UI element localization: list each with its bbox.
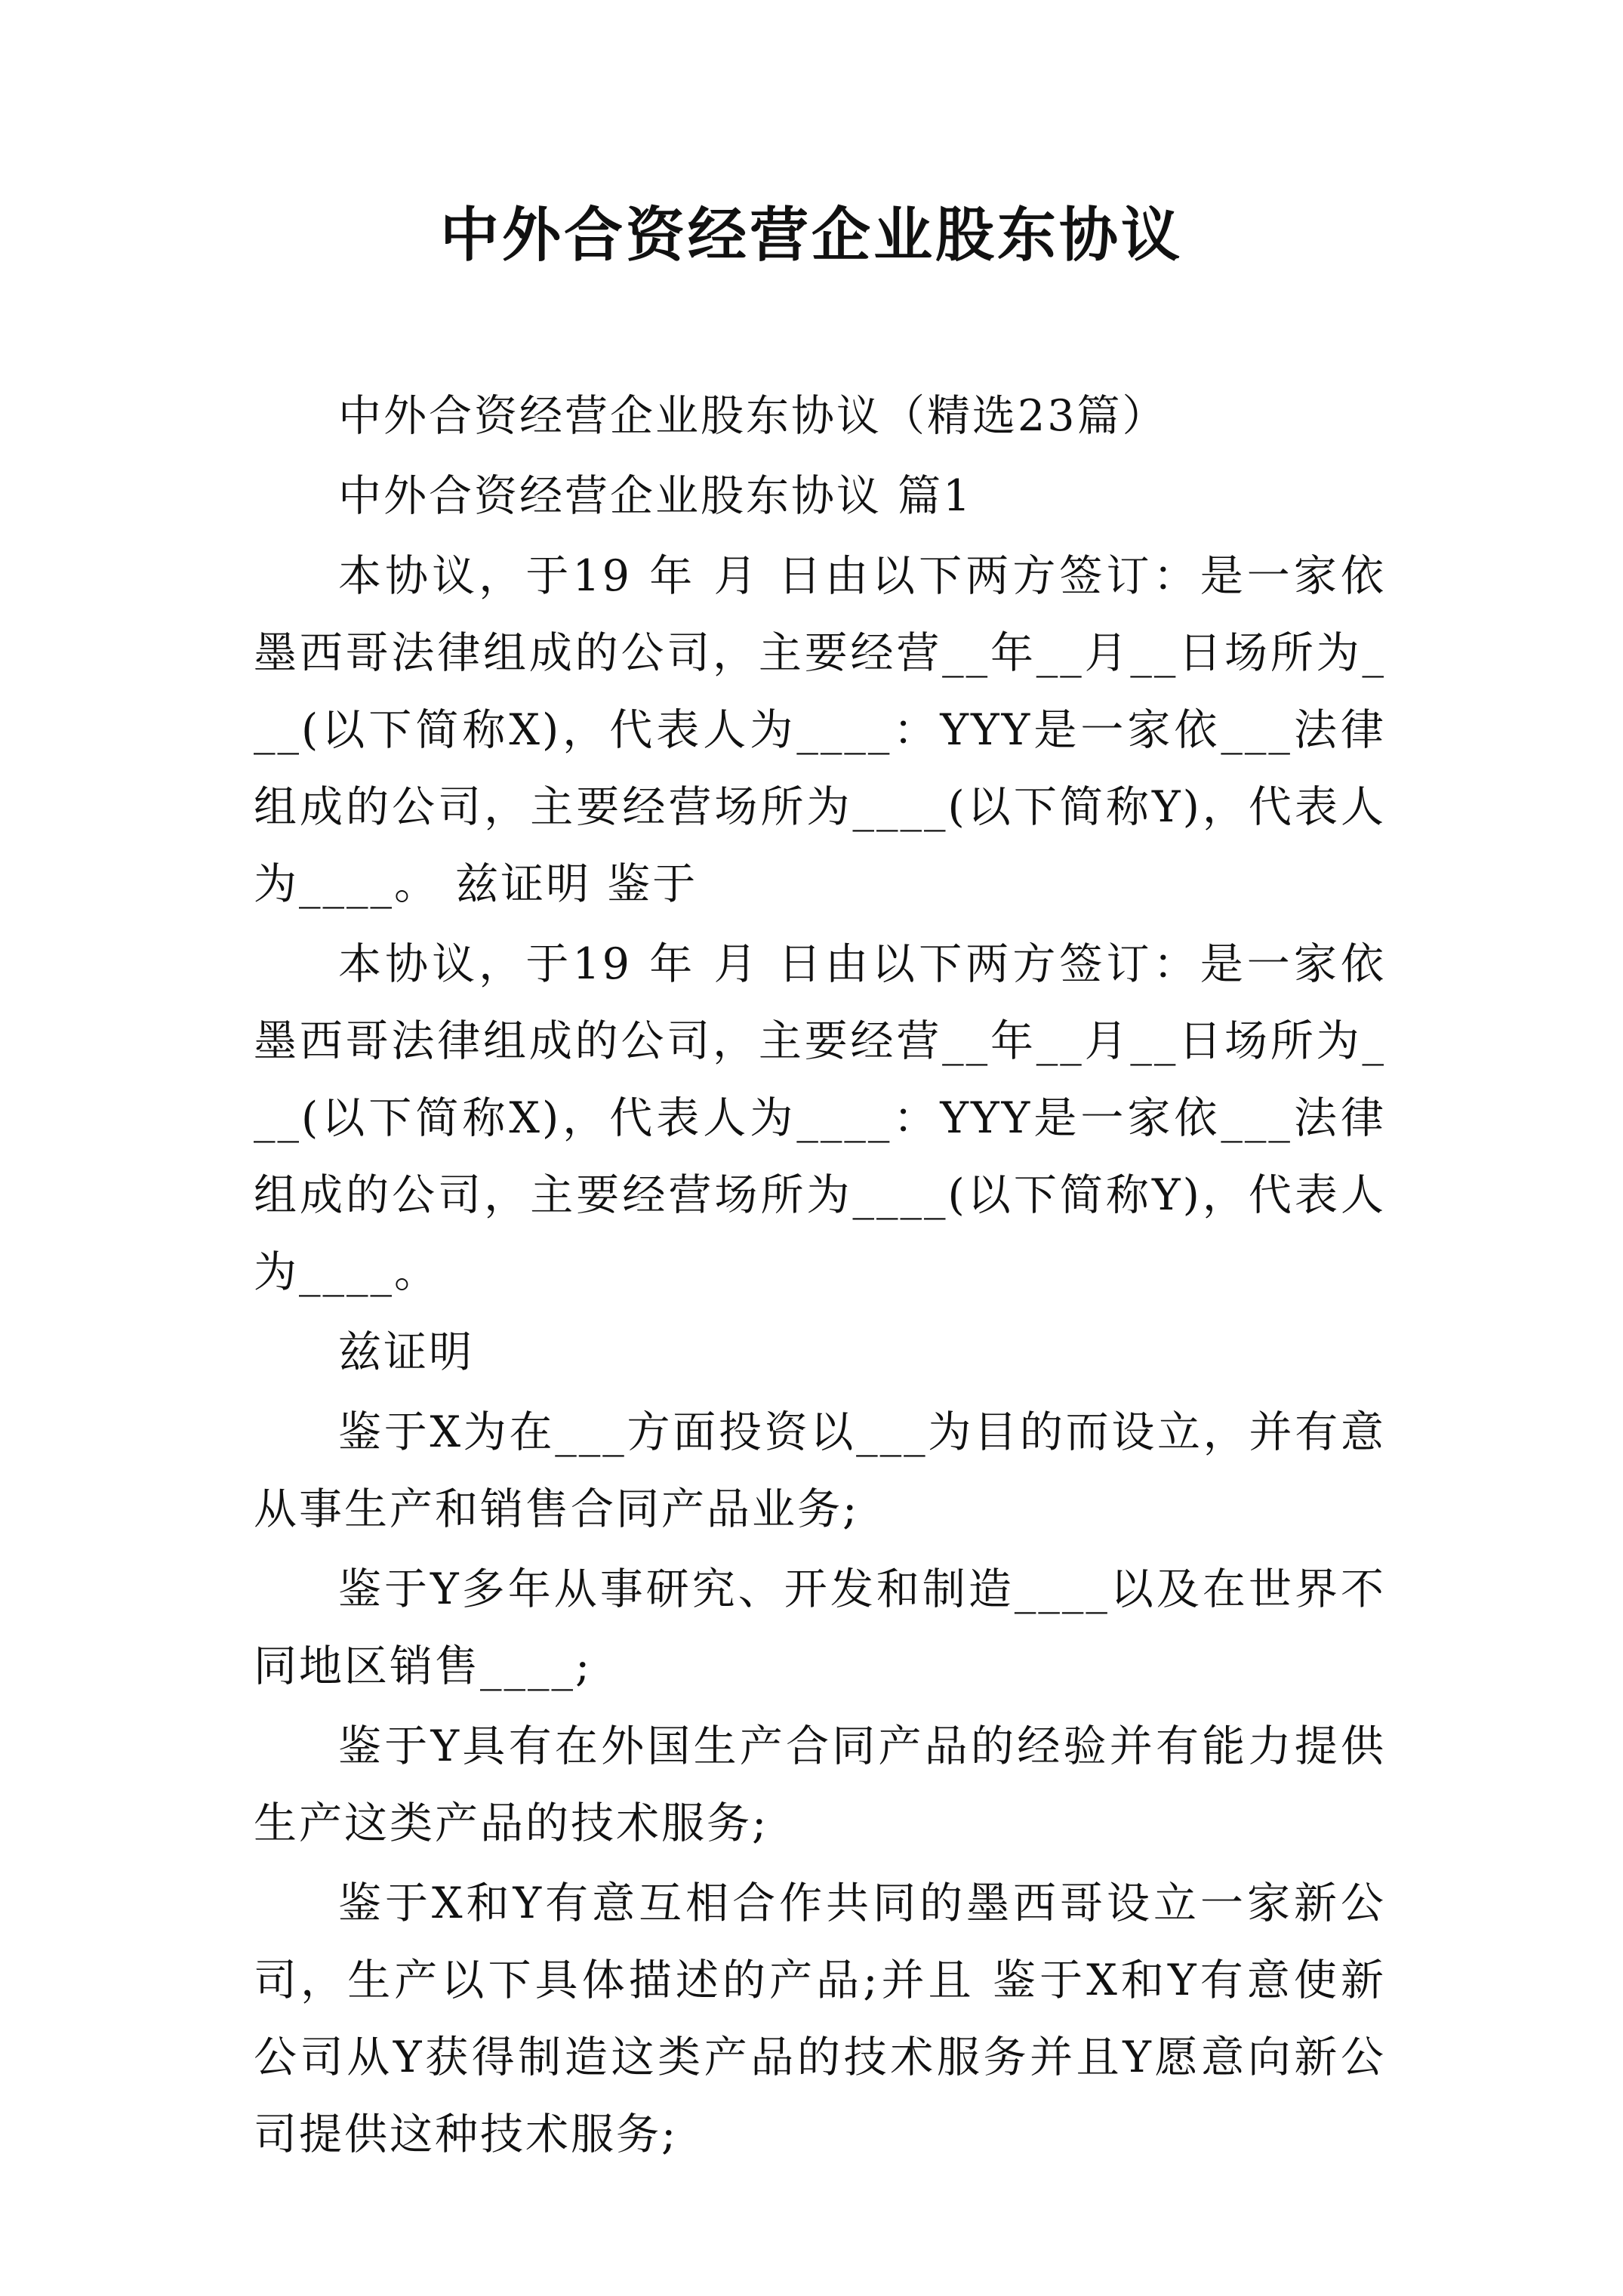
- paragraph-subtitle: 中外合资经营企业股东协议（精选23篇）: [338, 391, 1168, 441]
- paragraph: 鉴于Y具有在外国生产合同产品的经验并有能力提供生产这类产品的技术服务;: [254, 1721, 1386, 1848]
- paragraph-section-heading: 中外合资经营企业股东协议 篇1: [338, 471, 973, 521]
- paragraph: 鉴于X和Y有意互相合作共同的墨西哥设立一家新公司，生产以下具体描述的产品;并且 鉴于X和Y有意使新公司从Y获得制造这类产品的技术服务并且Y愿意向新公司提供这种技术服务;: [254, 1878, 1386, 2159]
- paragraph: 本协议，于19 年 月 日由以下两方签订：是一家依墨西哥法律组成的公司，主要经营__年__月__日场所为___(以下简称X)，代表人为____：YYY是一家依___法律组成的公司，主要经营场所为____(以下简称Y)，代表人为____。 兹证明 鉴于: [254, 551, 1386, 909]
- document-body: [254, 378, 1386, 2176]
- paragraph: 本协议，于19 年 月 日由以下两方签订：是一家依墨西哥法律组成的公司，主要经营__年__月__日场所为___(以下简称X)，代表人为____：YYY是一家依___法律组成的公司，主要经营场所为____(以下简称Y)，代表人为____。: [254, 939, 1386, 1297]
- document-title: 中外合资经营企业股东协议: [439, 201, 1183, 270]
- paragraph: 兹证明: [338, 1327, 474, 1377]
- paragraph: 鉴于X为在___方面投资以___为目的而设立，并有意从事生产和销售合同产品业务;: [254, 1407, 1386, 1534]
- paragraph: 鉴于Y多年从事研究、开发和制造____以及在世界不同地区销售____;: [254, 1564, 1386, 1691]
